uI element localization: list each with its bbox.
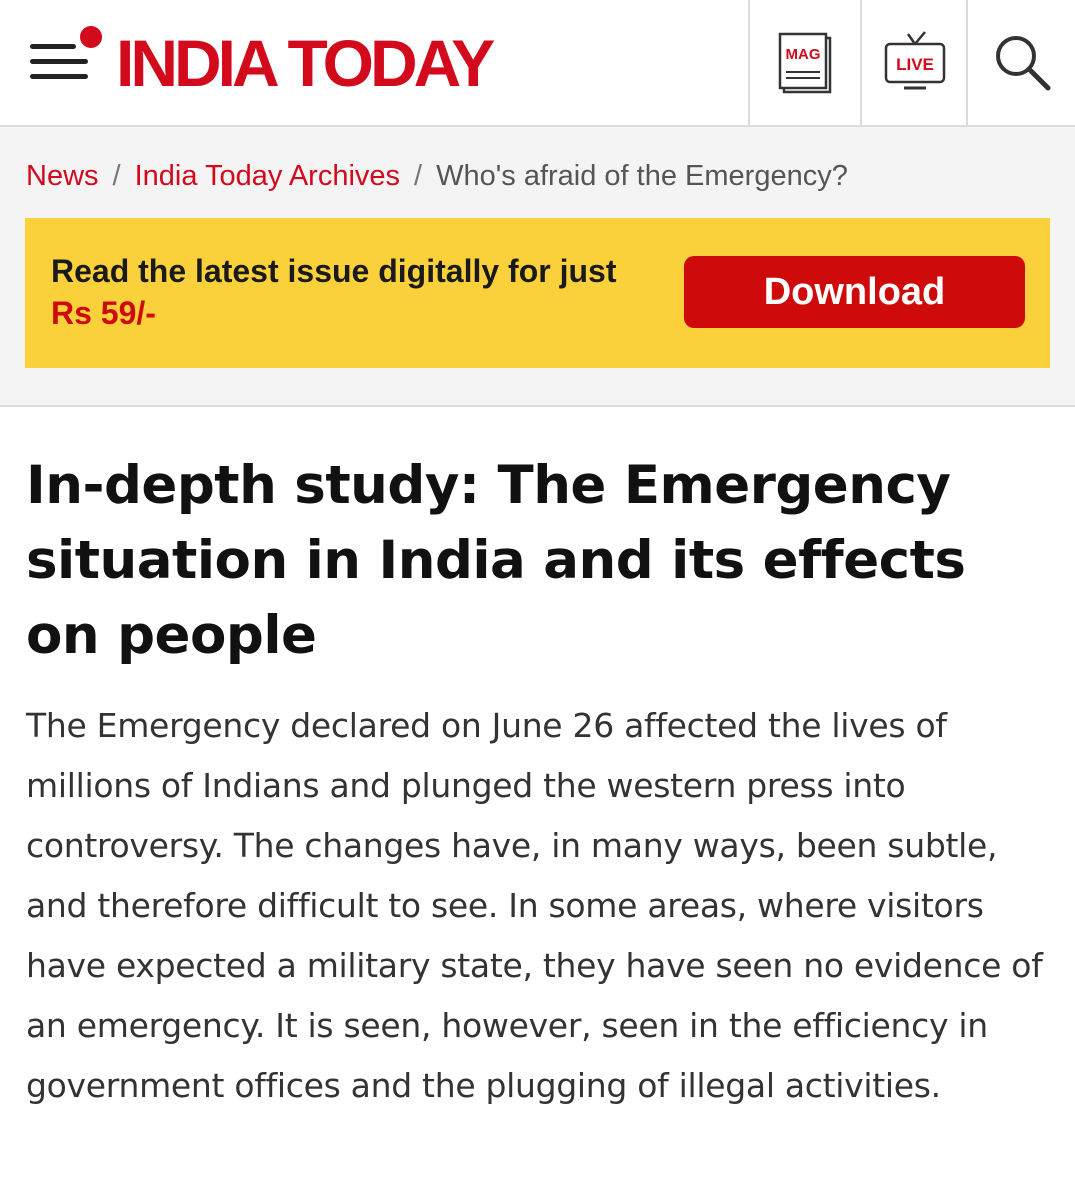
magazine-icon bbox=[778, 32, 834, 96]
download-button[interactable]: Download bbox=[684, 256, 1025, 328]
breadcrumb-news-link[interactable]: News bbox=[26, 160, 99, 192]
notification-dot bbox=[80, 26, 102, 48]
site-logo[interactable]: INDIA TODAY bbox=[116, 26, 492, 100]
menu-bar-middle bbox=[30, 59, 88, 64]
search-button[interactable] bbox=[966, 0, 1075, 126]
breadcrumb-current: Who's afraid of the Emergency? bbox=[436, 160, 848, 192]
search-icon bbox=[992, 32, 1052, 92]
promo-message: Read the latest issue digitally for just bbox=[51, 253, 617, 289]
hamburger-menu-icon[interactable] bbox=[30, 40, 94, 84]
menu-bar-bottom bbox=[30, 74, 88, 79]
breadcrumb-archives-link[interactable]: India Today Archives bbox=[134, 160, 401, 192]
breadcrumb-separator: / bbox=[414, 160, 423, 192]
promo-text bbox=[51, 250, 651, 334]
top-band bbox=[0, 127, 1075, 407]
live-tv-button[interactable] bbox=[860, 0, 966, 126]
article-body: The Emergency declared on June 26 affected the lives of millions of Indians and plunged the western press into controversy. The changes have, in many ways, been subtle, and therefore difficult to see. In some areas, where visitors have expected a military state, they have seen no evidence of an emergency. It is seen, however, seen in the efficiency in government offices and the plugging of illegal activities. bbox=[26, 706, 1043, 1105]
menu-bar-top bbox=[30, 44, 76, 49]
subscription-promo-banner bbox=[25, 218, 1050, 368]
live-label: LIVE bbox=[896, 55, 934, 74]
magazine-button[interactable] bbox=[748, 0, 860, 126]
promo-price: Rs 59/- bbox=[51, 295, 156, 331]
breadcrumb-separator: / bbox=[112, 160, 121, 192]
mag-label: MAG bbox=[785, 46, 821, 63]
live-tv-icon bbox=[884, 30, 946, 94]
breadcrumb bbox=[26, 157, 848, 195]
site-header bbox=[0, 0, 1075, 127]
article-headline: In-depth study: The Emergency situation in India and its effects on people bbox=[26, 455, 966, 666]
